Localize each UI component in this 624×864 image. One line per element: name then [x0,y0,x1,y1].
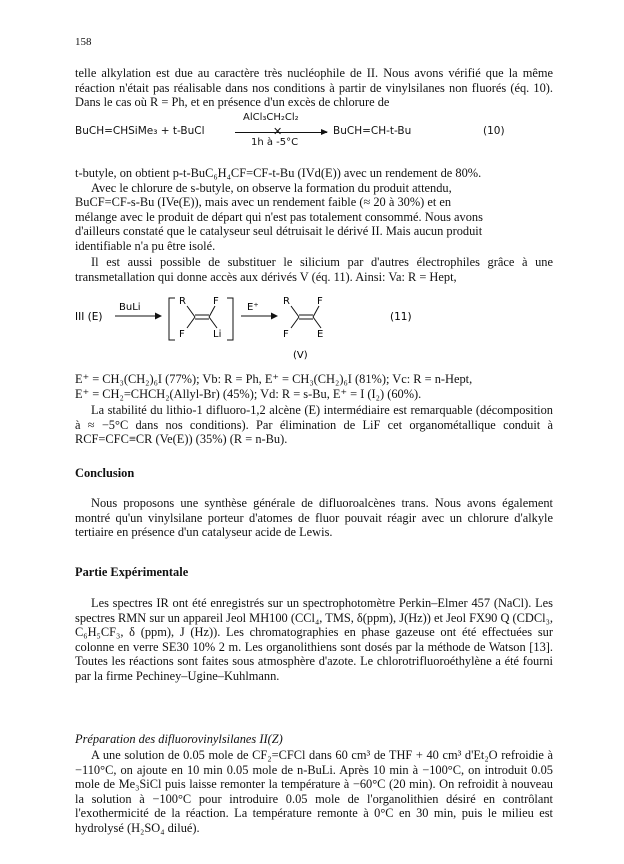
paragraph-5-text: La stabilité du lithio-1 difluoro-1,2 alcène (E) intermédiaire est remarquable (décomposition à ≈ −5°C dans nos conditions). Par élimination de LiF cet organométallique conduit à RCF=CFC≡CR (Ve(E)) (35%) (R = n-Bu). [75,403,553,447]
paragraph-2 [75,166,553,254]
paragraph-3-text: Il est aussi possible de substituer le silicium par d'autres électrophiles grâce à une transmetallation qui donne accès aux dérivés V (éq. 11). Ainsi: Va: R = Hept, [75,255,553,284]
eq10-number: (10) [483,125,505,137]
eq11-prod-bond-4 [313,317,321,328]
paragraph-1-text: telle alkylation est due au caractère très nucléophile de II. Nous avons vérifié que la même réaction n'était pas réalisable dans nos conditions à partir de vinylsilanes non fluorés (éq. 10). Dans le cas où R = Ph, et en présence d'un excès de chlorure de [75,66,553,110]
p2-line-5: d'ailleurs constaté que le catalyseur seul détruisait le dérivé II. Mais aucun produit [75,224,483,239]
eq11-prod-r: R [283,296,290,307]
p2-line-1: t-butyle, on obtient p-t-BuC₆H₄CF=CF-t-Bu (IVd(E)) avec un rendement de 80%. [75,166,482,180]
eq11-int-f1: F [213,296,219,307]
experimental-paragraph-2 [75,748,553,836]
eq10-product: BuCH=CH-t-Bu [333,125,412,137]
eq11-int-bond-1 [187,306,195,317]
eq11-prod-bond-3 [291,317,299,328]
eq10-reactants: BuCH=CHSiMe₃ + t-BuCl [75,125,205,137]
experimental-paragraph-1 [75,596,553,684]
experimental-text-2: A une solution de 0.05 mole de CF₂=CFCl dans 60 cm³ de THF + 40 cm³ d'Et₂O refroidie à −110°C, on ajoute en 10 min 0.05 mole de n-BuLi. Après 10 min à −100°C, on introduit 0.05 mole de Me₃SiCl puis laisse remonter la température à −60°C (20 min). On refroidit à nouveau la solution à −100°C pour introduire 0.05 mole de l'organolithien désiré en contrôlant l'exothermicité de la réaction. La température remonte à 0°C en 30 min, puis le milieu est hydrolysé (H₂SO₄ dilué). [75,748,553,835]
eq11-int-f2: F [179,329,185,340]
p4-line-1: E⁺ = CH₃(CH₂)₆I (77%); Vb: R = Ph, E⁺ = CH₃(CH₂)₆I (81%); Vc: R = n-Hept, [75,372,473,386]
eq11-arrowhead-1 [155,313,162,320]
eq11-arrowhead-2 [271,313,278,320]
eq11-label: (V) [293,350,308,361]
eq11-bracket-right [227,298,233,340]
paragraph-1 [75,66,553,110]
eq11-start: III (E) [75,311,103,323]
eq11-prod-f1: F [317,296,323,307]
conclusion-paragraph [75,496,553,540]
eq11-int-bond-3 [187,317,195,328]
eq11-prod-f2: F [283,329,289,340]
eq11-int-li: Li [213,329,222,340]
paragraph-4 [75,372,553,401]
eq11-number: (11) [390,311,412,323]
conclusion-text: Nous proposons une synthèse générale de difluoroalcènes trans. Nous avons également montré qu'un vinylsilane porteur d'atomes de fluor pouvait réagir avec un chlorure d'alkyle tertiaire en présence d'un catalyseur acide de Lewis. [75,496,553,540]
eq11-int-r: R [179,296,186,307]
paragraph-5 [75,403,553,447]
page-number: 158 [75,36,92,48]
p4-line-2: E⁺ = CH₂=CHCH₂(Allyl-Br) (45%); Vd: R = s-Bu, E⁺ = I (I₂) (60%). [75,386,422,401]
subheading-preparation: Préparation des difluorovinylsilanes II(Z) [75,732,283,746]
equation-10 [75,112,553,152]
p2-line-2: Avec le chlorure de s-butyle, on observe la formation du produit attendu, [91,180,452,195]
experimental-text-1: Les spectres IR ont été enregistrés sur un spectrophotomètre Perkin–Elmer 457 (NaCl). Les spectres RMN sur un appareil Jeol MH100 (CCl₄, TMS, δ(ppm), J(Hz)) et Jeol FX90 Q (CDCl₃, C₆H₅CF₃, δ (ppm), J (Hz)). Les chromatographies en phase gazeuse ont été effectuées sur colonne en verre SE30 10% 2 m. Les organolithiens sont dosés par la méthode de Watson [13]. Toutes les réactions sont faites sous atmosphère d'azote. Le chlorotrifluoroéthylène a été fourni par la firme Pechiney–Ugine–Kuhlmann. [75,596,553,683]
eq11-bracket-left [169,298,175,340]
eq11-int-bond-4 [209,317,217,328]
eq11-prod-e: E [317,329,324,340]
eq10-cross: ✕ [273,125,283,138]
heading-experimental: Partie Expérimentale [75,565,189,579]
equation-11 [75,290,553,368]
heading-conclusion: Conclusion [75,466,135,480]
p2-line-3: BuCF=CF-s-Bu (IVe(E)), mais avec un rendement faible (≈ 20 à 30%) et en [75,195,452,210]
p2-line-6: identifiable n'a pu être isolé. [75,238,216,253]
eq11-prod-bond-1 [291,306,299,317]
p2-line-4: mélange avec le produit de départ qui n'est pas totalement consommé. Nous avons [75,209,483,224]
paragraph-3 [75,255,553,284]
eq11-reagent-e: E⁺ [247,302,259,313]
eq11-reagent-buli: BuLi [119,302,141,313]
eq11-prod-bond-2 [313,306,319,317]
eq11-int-bond-2 [209,306,215,317]
eq10-catalyst: AlCl₃CH₂Cl₂ [243,112,299,123]
eq10-conditions: 1h à -5°C [251,137,299,148]
